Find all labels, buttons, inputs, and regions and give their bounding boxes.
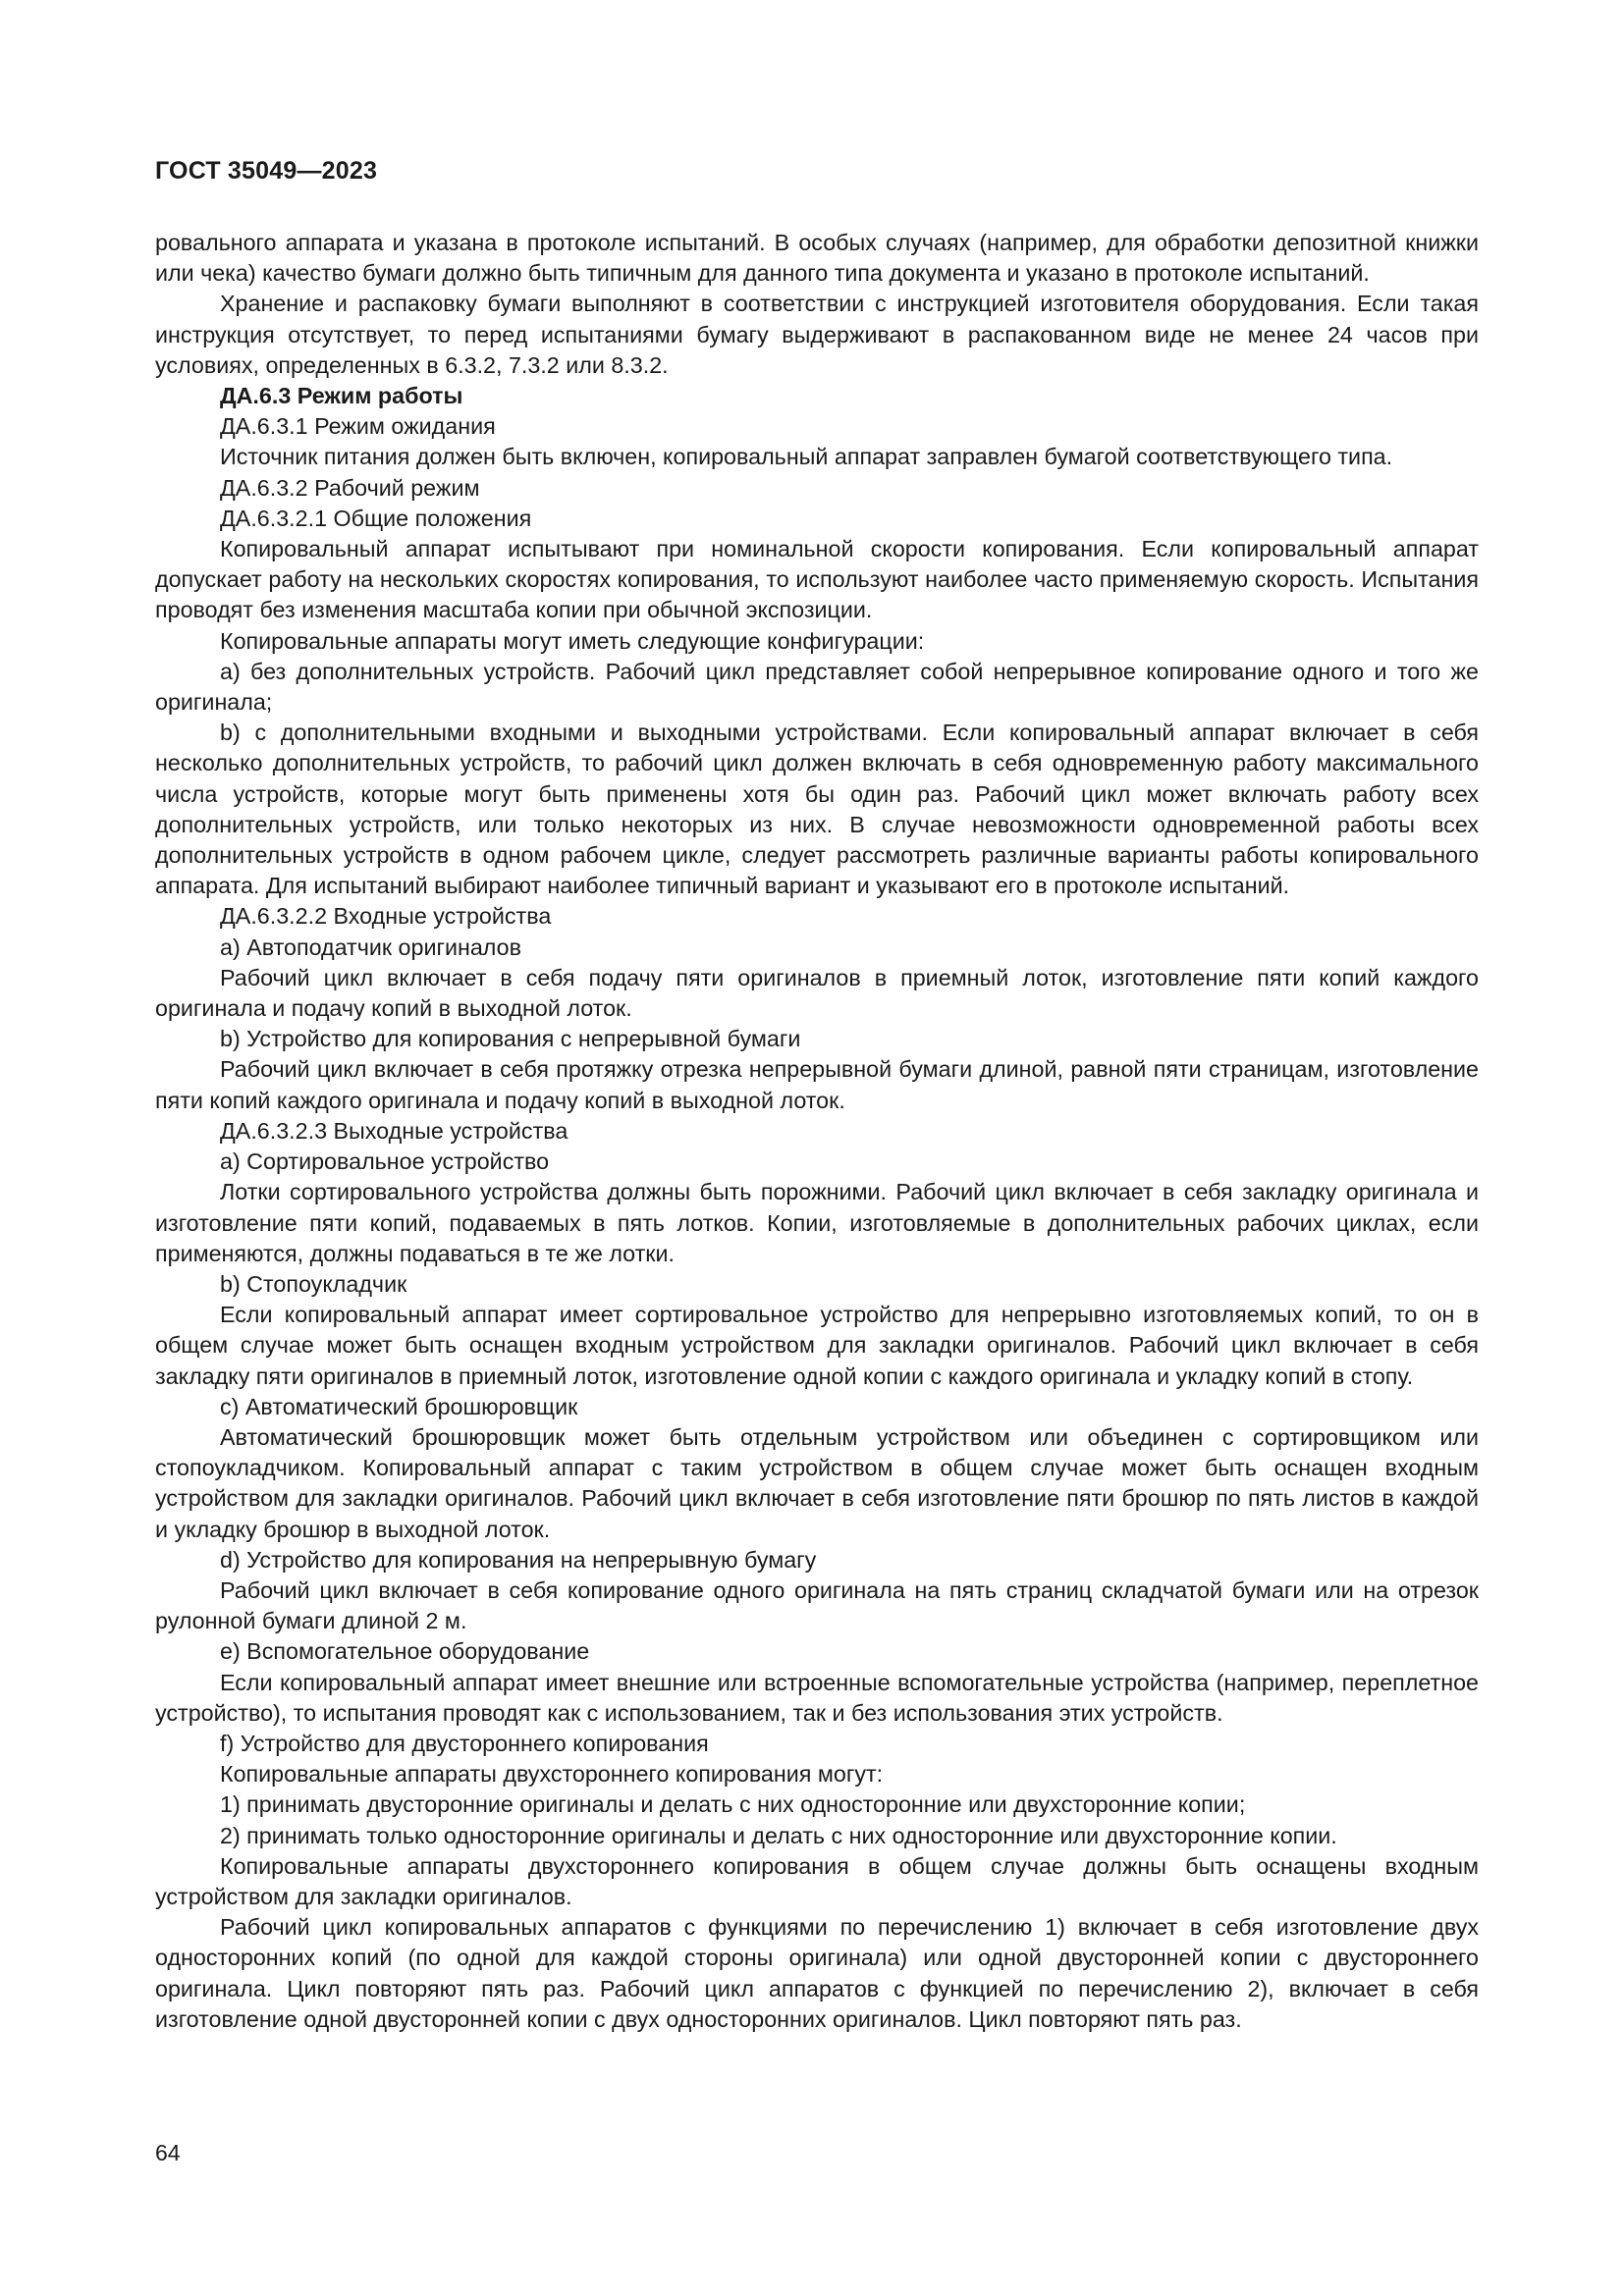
paragraph: ДА.6.3.2.1 Общие положения <box>220 505 532 531</box>
section-heading: ДА.6.3 Режим работы <box>220 383 463 409</box>
paragraph: Источник питания должен быть включен, копировальный аппарат заправлен бумагой соответствующего типа. <box>220 444 1393 470</box>
paragraph: Хранение и распаковку бумаги выполняют в соответствии с инструкцией изготовителя оборудования. Если такая инструкция отсутствует, то перед испытаниями бумагу выдерживают в распакованном виде не менее 24 часов при условиях, определенных в 6.3.2, 7.3.2 или 8.3.2. <box>155 291 1479 378</box>
paragraph: Копировальные аппараты двухстороннего копирования в общем случае должны быть оснащены входным устройством для закладки оригиналов. <box>155 1852 1479 1909</box>
page-number: 64 <box>155 2140 181 2165</box>
paragraph: Рабочий цикл включает в себя копирование одного оригинала на пять страниц складчатой бумаги или на отрезок рулонной бумаги длиной 2 м. <box>155 1576 1479 1634</box>
paragraph: Копировальный аппарат испытывают при номинальной скорости копирования. Если копировальный аппарат допускает работу на нескольких скоростях копирования, то используют наиболее часто применяемую скорость. Испытания проводят без изменения масштаба копии при обычной экспозиции. <box>155 536 1479 623</box>
paragraph: Рабочий цикл включает в себя протяжку отрезка непрерывной бумаги длиной, равной пяти страницам, изготовление пяти копий каждого оригинала и подачу копий в выходной лоток. <box>155 1056 1479 1113</box>
paragraph: a) без дополнительных устройств. Рабочий цикл представляет собой непрерывное копирование одного и того же оригинала; <box>155 658 1479 716</box>
paragraph: d) Устройство для копирования на непрерывную бумагу <box>220 1546 817 1573</box>
paragraph: a) Сортировальное устройство <box>220 1148 550 1175</box>
paragraph: ДА.6.3.2.2 Входные устройства <box>220 903 552 930</box>
paragraph: c) Автоматический брошюровщик <box>220 1393 578 1419</box>
paragraph: 2) принимать только односторонние оригиналы и делать с них односторонние или двухсторонние копии. <box>220 1822 1337 1848</box>
paragraph: Лотки сортировального устройства должны быть порожними. Рабочий цикл включает в себя закладку оригинала и изготовление пяти копий, подаваемых в пять лотков. Копии, изготовляемые в дополнительных рабочих циклах, если применяются, должны подаваться в те же лотки. <box>155 1179 1479 1266</box>
paragraph: ДА.6.3.2.3 Выходные устройства <box>220 1117 568 1144</box>
paragraph: ДА.6.3.1 Режим ожидания <box>220 413 496 440</box>
paragraph: Рабочий цикл копировальных аппаратов с функциями по перечислению 1) включает в себя изготовление двух односторонних копий (по одной для каждой стороны оригинала) или одной двусторонней копии с двустороннего оригинала. Цикл повторяют пять раз. Рабочий цикл аппаратов с функцией по перечислению 2), включает в себя изготовление одной двусторонней копии с двух односторонних оригиналов. Цикл повторяют пять раз. <box>155 1914 1479 2032</box>
paragraph: Рабочий цикл включает в себя подачу пяти оригиналов в приемный лоток, изготовление пяти копий каждого оригинала и подачу копий в выходной лоток. <box>155 964 1479 1022</box>
paragraph: 1) принимать двусторонние оригиналы и делать с них односторонние или двухсторонние копии; <box>220 1791 1246 1818</box>
paragraph: Копировальные аппараты могут иметь следующие конфигурации: <box>220 627 925 654</box>
paragraph: ДА.6.3.2 Рабочий режим <box>220 474 480 501</box>
paragraph: Если копировальный аппарат имеет сортировальное устройство для непрерывно изготовляемых копий, то он в общем случае может быть оснащен входным устройством для закладки оригиналов. Рабочий цикл включает в себя закладку пяти оригиналов в приемный лоток, изготовление одной копии с каждого оригинала и укладку копий в стопу. <box>155 1302 1479 1389</box>
document-body <box>155 228 1479 2035</box>
paragraph: e) Вспомогательное оборудование <box>220 1638 590 1665</box>
paragraph: b) Устройство для копирования с непрерывной бумаги <box>220 1026 801 1052</box>
paragraph: Если копировальный аппарат имеет внешние или встроенные вспомогательные устройства (например, переплетное устройство), то испытания проводят как с использованием, так и без использования этих устройств. <box>155 1669 1479 1726</box>
document-header: ГОСТ 35049—2023 <box>155 157 378 185</box>
paragraph: b) Стопоукладчик <box>220 1270 407 1297</box>
paragraph: a) Автоподатчик оригиналов <box>220 934 521 960</box>
paragraph: f) Устройство для двустороннего копирования <box>220 1730 709 1756</box>
paragraph: ровального аппарата и указана в протоколе испытаний. В особых случаях (например, для обработки депозитной книжки или чека) качество бумаги должно быть типичным для данного типа документа и указано в протоколе испытаний. <box>155 230 1479 287</box>
paragraph: Автоматический брошюровщик может быть отдельным устройством или объединен с сортировщиком или стопоукладчиком. Копировальный аппарат с таким устройством в общем случае может быть оснащен входным устройством для закладки оригиналов. Рабочий цикл включает в себя изготовление пяти брошюр по пять листов в каждой и укладку брошюр в выходной лоток. <box>155 1423 1479 1542</box>
paragraph: Копировальные аппараты двухстороннего копирования могут: <box>220 1761 884 1788</box>
paragraph: b) с дополнительными входными и выходными устройствами. Если копировальный аппарат включает в себя несколько дополнительных устройств, то рабочий цикл должен включать в себя одновременную работу максимального числа устройств, которые могут быть применены хотя бы один раз. Рабочий цикл может включать работу всех дополнительных устройств, или только некоторых из них. В случае невозможности одновременной работы всех дополнительных устройств в одном рабочем цикле, следует рассмотреть различные варианты работы копировального аппарата. Для испытаний выбирают наиболее типичный вариант и указывают его в протоколе испытаний. <box>155 720 1479 899</box>
